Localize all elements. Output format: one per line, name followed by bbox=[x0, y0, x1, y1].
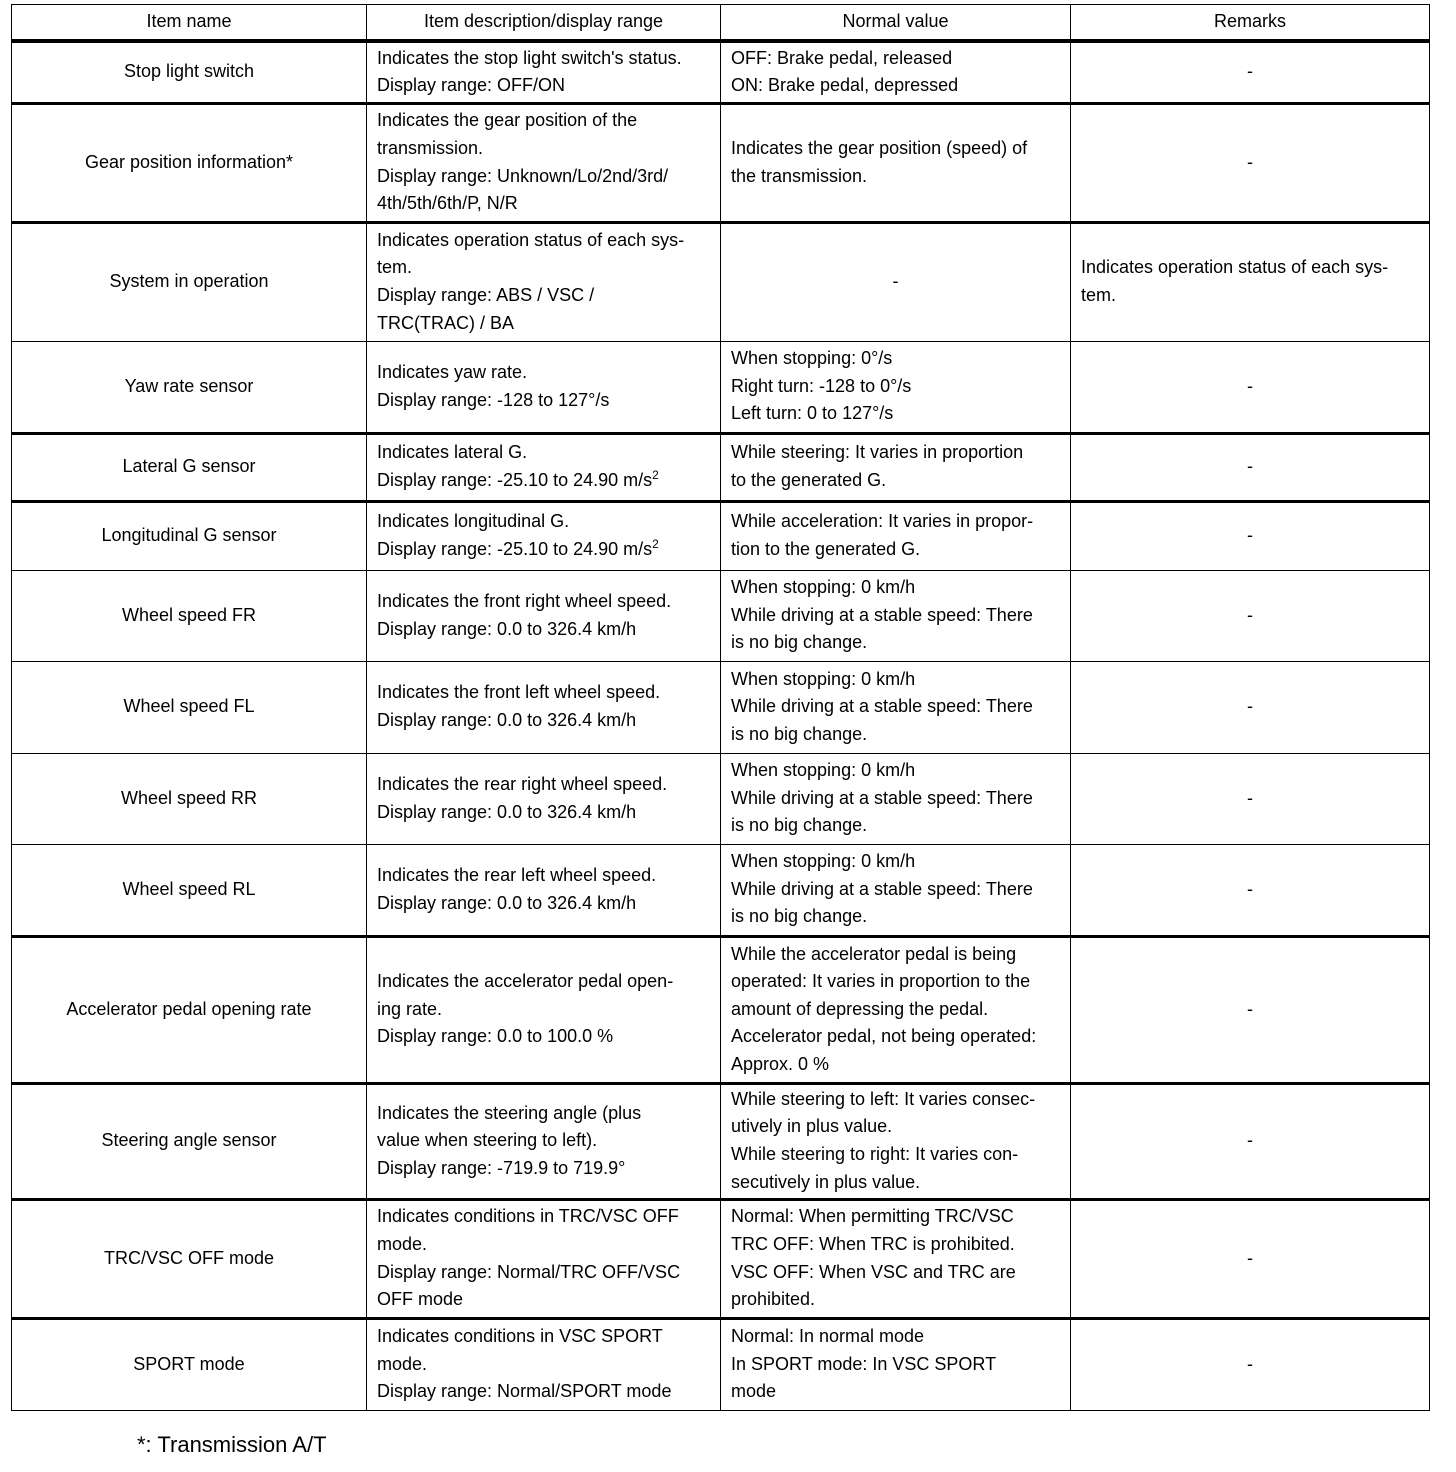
normal-value-line: is no big change. bbox=[731, 906, 868, 927]
table-row bbox=[12, 433, 1430, 501]
table-header bbox=[12, 5, 1430, 42]
normal-value-line: While steering to right: It varies con- bbox=[731, 1144, 1019, 1164]
description-line-text: 4th/5th/6th/P, N/R bbox=[377, 193, 518, 214]
normal-value-line: Right turn: -128 to 0°/s bbox=[731, 375, 912, 396]
item-name-cell: TRC/VSC OFF mode bbox=[12, 1199, 367, 1318]
description-line-text: Display range: Unknown/Lo/2nd/3rd/ bbox=[377, 165, 669, 186]
description-line bbox=[377, 359, 710, 387]
description-line bbox=[377, 862, 710, 890]
unit-superscript: 2 bbox=[652, 537, 659, 551]
table-row bbox=[12, 501, 1430, 570]
description-line-text: Indicates conditions in TRC/VSC OFF bbox=[377, 1206, 679, 1227]
normal-value-cell bbox=[721, 222, 1071, 341]
remarks-text: - bbox=[1247, 1247, 1253, 1268]
item-name-cell: Wheel speed RL bbox=[12, 844, 367, 936]
description-line bbox=[377, 1023, 710, 1051]
description-line-text: Indicates conditions in VSC SPORT bbox=[377, 1326, 663, 1347]
description-line-text: Indicates the rear right wheel speed. bbox=[377, 773, 668, 794]
description-line bbox=[377, 1231, 710, 1259]
remarks-text: - bbox=[1247, 151, 1253, 172]
footnote: *: Transmission A/T bbox=[137, 1432, 327, 1457]
remarks-text: - bbox=[1247, 375, 1253, 396]
description-line-text: OFF mode bbox=[377, 1289, 464, 1310]
description-line-text: Display range: -128 to 127°/s bbox=[377, 389, 610, 410]
normal-value-line: While driving at a stable speed: There bbox=[731, 696, 1033, 717]
table-row bbox=[12, 341, 1430, 433]
normal-value-line: While the accelerator pedal is being bbox=[731, 943, 1017, 964]
normal-value-line: utively in plus value. bbox=[731, 1116, 893, 1137]
remarks-text: - bbox=[1247, 525, 1253, 546]
normal-value-line: amount of depressing the pedal. bbox=[731, 998, 989, 1019]
normal-value-cell bbox=[721, 501, 1071, 570]
table-body bbox=[12, 41, 1430, 1410]
normal-value-cell bbox=[721, 433, 1071, 501]
table-row bbox=[12, 41, 1430, 103]
description-line-text: Indicates the front right wheel speed. bbox=[377, 590, 672, 611]
normal-value-line: Accelerator pedal, not being operated: bbox=[731, 1026, 1037, 1047]
remarks-cell bbox=[1071, 222, 1430, 341]
item-name-cell: Steering angle sensor bbox=[12, 1083, 367, 1199]
normal-value-cell bbox=[721, 103, 1071, 222]
remarks-cell bbox=[1071, 1083, 1430, 1199]
description-line bbox=[377, 254, 710, 282]
item-name-cell: Longitudinal G sensor bbox=[12, 501, 367, 570]
table-row bbox=[12, 570, 1430, 661]
item-name-cell: Gear position information* bbox=[12, 103, 367, 222]
header-normal-value: Normal value bbox=[721, 5, 1071, 42]
description-line-text: Indicates the steering angle (plus bbox=[377, 1102, 642, 1123]
remarks-cell bbox=[1071, 341, 1430, 433]
item-description-cell bbox=[367, 753, 721, 844]
normal-value-cell bbox=[721, 41, 1071, 103]
remarks-cell bbox=[1071, 103, 1430, 222]
normal-value-cell bbox=[721, 570, 1071, 661]
item-description-cell bbox=[367, 936, 721, 1083]
description-line bbox=[377, 771, 710, 799]
table-row bbox=[12, 1083, 1430, 1199]
remarks-text: - bbox=[1247, 998, 1253, 1019]
description-line bbox=[377, 190, 710, 218]
description-line-text: Display range: 0.0 to 326.4 km/h bbox=[377, 892, 637, 913]
description-line-text: Display range: Normal/SPORT mode bbox=[377, 1381, 672, 1402]
description-line-text: Indicates the front left wheel speed. bbox=[377, 682, 661, 703]
description-line-text: Display range: -25.10 to 24.90 m/s bbox=[377, 539, 653, 559]
normal-value-cell bbox=[721, 753, 1071, 844]
item-description-cell bbox=[367, 222, 721, 341]
description-line-text: Display range: 0.0 to 326.4 km/h bbox=[377, 801, 637, 822]
description-line bbox=[377, 282, 710, 310]
data-list-table bbox=[11, 4, 1430, 1411]
item-description-cell bbox=[367, 41, 721, 103]
description-line bbox=[377, 616, 710, 644]
description-line bbox=[377, 45, 710, 73]
description-line bbox=[377, 1351, 710, 1379]
description-line-text: Indicates the rear left wheel speed. bbox=[377, 864, 657, 885]
unit-superscript: 2 bbox=[652, 468, 659, 482]
item-description-cell bbox=[367, 501, 721, 570]
description-line-text: value when steering to left). bbox=[377, 1130, 598, 1151]
description-line bbox=[377, 1100, 710, 1128]
normal-value-line: OFF: Brake pedal, released bbox=[731, 47, 953, 68]
normal-value-line: While steering to left: It varies consec- bbox=[731, 1088, 1036, 1109]
description-line-text: Display range: 0.0 to 326.4 km/h bbox=[377, 710, 637, 730]
description-line-text: ing rate. bbox=[377, 998, 443, 1019]
table-row bbox=[12, 936, 1430, 1083]
item-description-cell bbox=[367, 844, 721, 936]
remarks-cell bbox=[1071, 753, 1430, 844]
normal-value-cell bbox=[721, 1318, 1071, 1410]
description-line-text: Display range: -719.9 to 719.9° bbox=[377, 1157, 626, 1178]
item-description-cell bbox=[367, 103, 721, 222]
description-line bbox=[377, 387, 710, 415]
remarks-cell bbox=[1071, 41, 1430, 103]
description-line bbox=[377, 72, 710, 100]
normal-value-cell bbox=[721, 661, 1071, 753]
item-description-cell bbox=[367, 570, 721, 661]
normal-value-line: the transmission. bbox=[731, 165, 868, 186]
normal-value-line: When stopping: 0 km/h bbox=[731, 577, 916, 598]
remarks-text: - bbox=[1247, 1353, 1253, 1374]
table-row bbox=[12, 753, 1430, 844]
item-description-cell bbox=[367, 1083, 721, 1199]
normal-value-line: While acceleration: It varies in propor- bbox=[731, 511, 1034, 532]
normal-value-line: While driving at a stable speed: There bbox=[731, 787, 1033, 808]
table-row bbox=[12, 661, 1430, 753]
item-description-cell bbox=[367, 1318, 721, 1410]
description-line bbox=[377, 135, 710, 163]
remarks-text: - bbox=[1247, 696, 1253, 717]
item-name-cell: System in operation bbox=[12, 222, 367, 341]
description-line-text: Indicates the accelerator pedal open- bbox=[377, 971, 674, 992]
item-description-cell bbox=[367, 661, 721, 753]
description-line-text: Indicates longitudinal G. bbox=[377, 511, 570, 532]
description-line-text: Indicates lateral G. bbox=[377, 442, 528, 463]
description-line bbox=[377, 1259, 710, 1287]
item-name-cell: Yaw rate sensor bbox=[12, 341, 367, 433]
normal-value-line: When stopping: 0 km/h bbox=[731, 668, 916, 689]
normal-value-line: When stopping: 0 km/h bbox=[731, 760, 916, 781]
description-line-text: Indicates the stop light switch's status. bbox=[377, 47, 682, 68]
description-line bbox=[377, 1286, 710, 1314]
remarks-text: - bbox=[1247, 604, 1253, 625]
remarks-cell bbox=[1071, 1318, 1430, 1410]
normal-value-cell bbox=[721, 936, 1071, 1083]
description-line-text: Display range: 0.0 to 326.4 km/h bbox=[377, 618, 637, 639]
table-row bbox=[12, 103, 1430, 222]
header-item-name: Item name bbox=[12, 5, 367, 42]
normal-value-cell bbox=[721, 1199, 1071, 1318]
table-row bbox=[12, 222, 1430, 341]
header-remarks: Remarks bbox=[1071, 5, 1430, 42]
item-name-cell: Accelerator pedal opening rate bbox=[12, 936, 367, 1083]
normal-value-line: prohibited. bbox=[731, 1289, 816, 1310]
description-line bbox=[377, 799, 710, 827]
description-line bbox=[377, 890, 710, 918]
remarks-text: - bbox=[1247, 878, 1253, 899]
description-line-text: Display range: -25.10 to 24.90 m/s bbox=[377, 470, 653, 490]
item-name-cell: Lateral G sensor bbox=[12, 433, 367, 501]
description-line-text: transmission. bbox=[377, 137, 484, 158]
description-line-text: mode. bbox=[377, 1233, 428, 1254]
normal-value-line: secutively in plus value. bbox=[731, 1171, 921, 1192]
item-description-cell bbox=[367, 1199, 721, 1318]
item-name-cell: SPORT mode bbox=[12, 1318, 367, 1410]
description-line-text: Display range: ABS / VSC / bbox=[377, 285, 595, 305]
normal-value-line: When stopping: 0°/s bbox=[731, 348, 893, 369]
description-line bbox=[377, 310, 710, 338]
normal-value-line: While driving at a stable speed: There bbox=[731, 604, 1033, 625]
remarks-text: - bbox=[1247, 1130, 1253, 1151]
table-row bbox=[12, 1318, 1430, 1410]
item-name-cell: Wheel speed FL bbox=[12, 661, 367, 753]
normal-value-line: mode bbox=[731, 1381, 777, 1402]
normal-value-line: Normal: When permitting TRC/VSC bbox=[731, 1206, 1014, 1227]
item-description-cell bbox=[367, 433, 721, 501]
normal-value-line: While steering: It varies in proportion bbox=[731, 442, 1024, 463]
description-line bbox=[377, 707, 710, 735]
description-line-text: Display range: OFF/ON bbox=[377, 75, 566, 96]
description-line bbox=[377, 968, 710, 996]
normal-value-line: is no big change. bbox=[731, 632, 868, 653]
item-name-cell: Wheel speed RR bbox=[12, 753, 367, 844]
description-line-text: Display range: 0.0 to 100.0 % bbox=[377, 1026, 614, 1047]
normal-value-line: tion to the generated G. bbox=[731, 539, 921, 559]
description-line bbox=[377, 679, 710, 707]
remarks-text: - bbox=[1247, 61, 1253, 82]
remarks-cell bbox=[1071, 844, 1430, 936]
normal-value-line: to the generated G. bbox=[731, 470, 887, 490]
normal-value-cell bbox=[721, 844, 1071, 936]
normal-value-line: operated: It varies in proportion to the bbox=[731, 971, 1031, 992]
description-line bbox=[377, 1323, 710, 1351]
normal-value-line: Left turn: 0 to 127°/s bbox=[731, 403, 894, 424]
remarks-cell bbox=[1071, 501, 1430, 570]
normal-value-cell bbox=[721, 341, 1071, 433]
remarks-cell bbox=[1071, 433, 1430, 501]
normal-value-line: Approx. 0 % bbox=[731, 1053, 830, 1074]
description-line bbox=[377, 227, 710, 255]
normal-value-line: When stopping: 0 km/h bbox=[731, 851, 916, 872]
description-line bbox=[377, 996, 710, 1024]
normal-value-line: - bbox=[892, 271, 899, 292]
remarks-text: - bbox=[1247, 787, 1253, 808]
item-description-cell bbox=[367, 341, 721, 433]
normal-value-line: VSC OFF: When VSC and TRC are bbox=[731, 1261, 1016, 1282]
description-line-text: Display range: Normal/TRC OFF/VSC bbox=[377, 1261, 681, 1282]
description-line bbox=[377, 163, 710, 191]
normal-value-line: Normal: In normal mode bbox=[731, 1326, 925, 1347]
normal-value-line: is no big change. bbox=[731, 723, 868, 744]
table-row bbox=[12, 1199, 1430, 1318]
description-line bbox=[377, 107, 710, 135]
description-line bbox=[377, 1378, 710, 1406]
description-line-text: Indicates operation status of each sys- bbox=[377, 229, 685, 250]
remarks-text: Indicates operation status of each sys- tem. bbox=[1081, 257, 1389, 305]
description-line bbox=[377, 1155, 710, 1183]
normal-value-line: While driving at a stable speed: There bbox=[731, 878, 1033, 899]
remarks-cell bbox=[1071, 570, 1430, 661]
description-line bbox=[377, 508, 710, 536]
normal-value-line: In SPORT mode: In VSC SPORT bbox=[731, 1353, 997, 1374]
description-line bbox=[377, 439, 710, 467]
description-line-text: mode. bbox=[377, 1353, 428, 1374]
normal-value-line: ON: Brake pedal, depressed bbox=[731, 75, 959, 96]
description-line-text: Indicates yaw rate. bbox=[377, 361, 528, 382]
description-line bbox=[377, 588, 710, 616]
normal-value-line: is no big change. bbox=[731, 815, 868, 836]
description-line bbox=[377, 467, 710, 495]
normal-value-cell bbox=[721, 1083, 1071, 1199]
table-row bbox=[12, 844, 1430, 936]
header-item-description: Item description/display range bbox=[367, 5, 721, 42]
remarks-cell bbox=[1071, 1199, 1430, 1318]
remarks-cell bbox=[1071, 661, 1430, 753]
description-line-text: TRC(TRAC) / BA bbox=[377, 312, 514, 333]
remarks-text: - bbox=[1247, 456, 1253, 477]
remarks-cell bbox=[1071, 936, 1430, 1083]
normal-value-line: TRC OFF: When TRC is prohibited. bbox=[731, 1233, 1015, 1254]
description-line bbox=[377, 1127, 710, 1155]
item-name-cell: Wheel speed FR bbox=[12, 570, 367, 661]
header-row bbox=[12, 5, 1430, 42]
description-line bbox=[377, 536, 710, 564]
item-name-cell: Stop light switch bbox=[12, 41, 367, 103]
description-line-text: Indicates the gear position of the bbox=[377, 110, 638, 131]
description-line-text: tem. bbox=[377, 257, 413, 278]
normal-value-line: Indicates the gear position (speed) of bbox=[731, 137, 1028, 158]
description-line bbox=[377, 1203, 710, 1231]
